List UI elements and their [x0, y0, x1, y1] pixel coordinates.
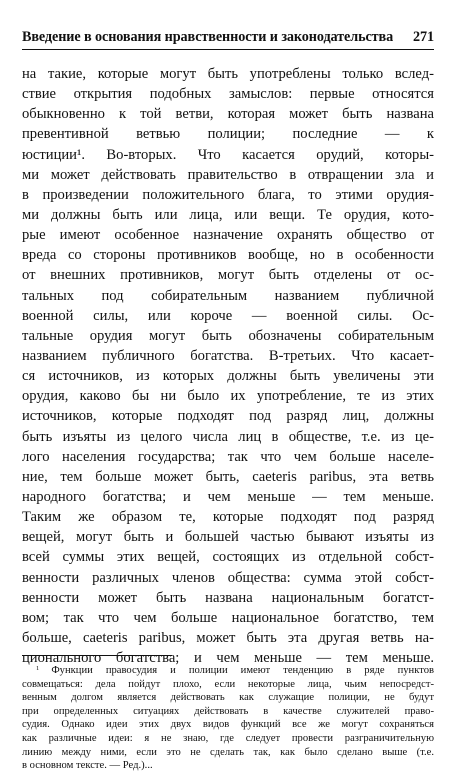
- footnote-marker: 1: [36, 665, 52, 673]
- body-line: венности может быть названа национальным богатст-: [22, 589, 434, 606]
- body-line: источников, которые подходят под разряд лиц, должны: [22, 408, 434, 425]
- body-line: ционального богатства; и чем меньше — тем меньше.: [22, 650, 434, 667]
- footnote-line: как различные идеи: я не знаю, где следует провести разграничительную: [22, 732, 434, 744]
- footnote-line: линию между ними, если это не сделать так, как было сделано выше (т.е.: [22, 746, 434, 758]
- running-head: [22, 20, 434, 50]
- footnote-line: судия. Однако идеи этих двух видов функций все же могут сохраняться: [22, 719, 434, 731]
- body-line: обыкновенно к той ветви, которая может быть названа: [22, 106, 434, 123]
- body-line: быть изъяты из целого числа лиц в обществе, т.е. из це-: [22, 428, 434, 445]
- footnote-line: при определенных ситуациях действовать в качестве служителей право-: [22, 705, 434, 717]
- body-line: на такие, которые могут быть употреблены только вслед-: [22, 66, 434, 82]
- body-line: ся источников, из которых должны быть увеличены эти: [22, 368, 434, 385]
- running-head-title: Введение в основания нравственности и законодательства: [22, 29, 394, 45]
- footnote-line: венным долгом является действовать как служащие полиции, не будут: [22, 692, 434, 704]
- footnote-line: [22, 664, 434, 678]
- body-line: тальных под собирательным названием публичной: [22, 287, 434, 304]
- body-line: орудия, каково бы ни было их употребление, те из этих: [22, 388, 434, 405]
- body-line: от внешних противников, могут быть отделены от ос-: [22, 267, 434, 284]
- body-line: Таким же образом те, которые подходят под разряд: [22, 509, 434, 526]
- body-line: лого населения государства; так что чем больше населе-: [22, 448, 434, 465]
- body-line: названием публичного богатства. В-третьих. Что касает-: [22, 347, 434, 364]
- body-line: ствие открытия подобных замыслов: первые относятся: [22, 86, 434, 103]
- body-line: вом; так что чем больше национальное богатство, тем: [22, 609, 434, 626]
- footnote-line: в основном тексте. — Ред.)...: [22, 760, 153, 772]
- body-line: рые имеют особенное назначение охранять общество от: [22, 227, 434, 244]
- body-line: вещей, могут быть и большей частью бывают изъяты из: [22, 529, 434, 546]
- footnote-rule: [22, 655, 172, 656]
- body-line: в произведении положительного блага, то этими орудия-: [22, 186, 434, 203]
- footnote-line: совмещаться: дела пойдут плохо, если некоторые лица, чьим непосредст-: [22, 678, 434, 690]
- body-line: вреда со стороны противников вообще, но в особенности: [22, 247, 434, 264]
- footnote-text: Функции правосудия и полиции имеют тенденцию в ряде пунктов: [51, 665, 434, 676]
- body-line: превентивной ветвью полиции; последние — к: [22, 126, 434, 143]
- footnote: [22, 664, 434, 773]
- body-line: всей суммы этих вещей, состоящих из отдельной собст-: [22, 549, 434, 566]
- body-line: ние, тем больше может быть, caeteris paribus, эта ветвь: [22, 468, 434, 485]
- body-line: юстиции¹. Во-вторых. Что касается орудий, которы-: [22, 146, 434, 163]
- body-line: народного богатства; и чем меньше — тем меньше.: [22, 488, 434, 505]
- body-line: ми должны быть или лица, или вещи. Те орудия, кото-: [22, 206, 434, 223]
- page-number: 271: [413, 29, 434, 45]
- body-line: больше, caeteris paribus, может быть эта другая ветвь на-: [22, 629, 434, 646]
- body-line: военной силы, или короче — военной силы. Ос-: [22, 307, 434, 324]
- body-line: тальные орудия могут быть обозначены собирательным: [22, 327, 434, 344]
- body-line: ми может действовать правительство в отвращении зла и: [22, 166, 434, 183]
- body-text: [22, 64, 434, 668]
- body-line: венности различных членов общества: сумма этой собст-: [22, 569, 434, 586]
